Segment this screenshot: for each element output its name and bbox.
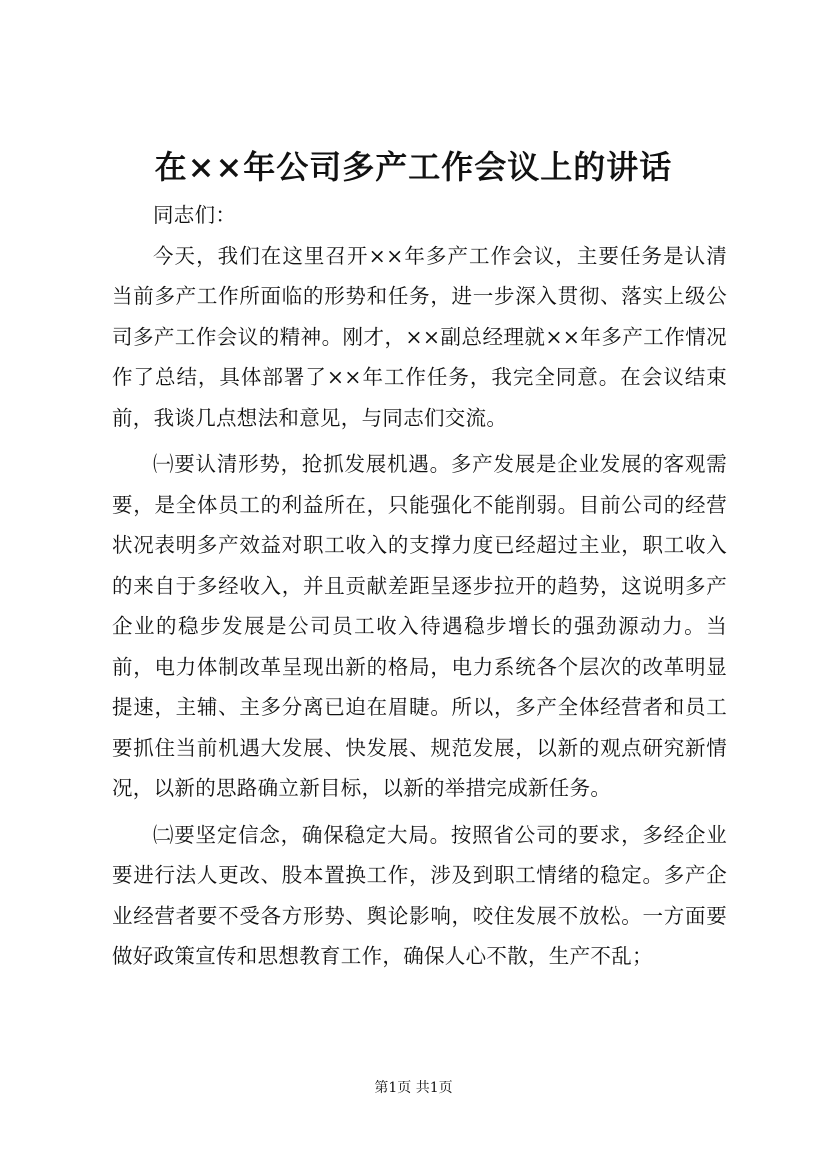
paragraph-point-2: ㈡要坚定信念，确保稳定大局。按照省公司的要求，多经企业要进行法人更改、股本置换工作，涉及到职工情绪的稳定。多产企业经营者要不受各方形势、舆论影响，咬住发展不放松。一方面要做好政策宣传和思想教育工作，确保人心不散，生产不乱；: [112, 822, 727, 968]
paragraph-intro: 今天，我们在这里召开××年多产工作会议，主要任务是认清当前多产工作所面临的形势和任务，进一步深入贯彻、落实上级公司多产工作会议的精神。刚才，××副总经理就××年多产工作情况作了总结，具体部署了××年工作任务，我完全同意。在会议结束前，我谈几点想法和意见，与同志们交流。: [112, 243, 727, 430]
paragraph-point-1: ㈠要认清形势，抢抓发展机遇。多产发展是企业发展的客观需要，是全体员工的利益所在，只能强化不能削弱。目前公司的经营状况表明多产效益对职工收入的支撑力度已经超过主业，职工收入的来自于多经收入，并且贡献差距呈逐步拉开的趋势，这说明多产企业的稳步发展是公司员工收入待遇稳步增长的强劲源动力。当前，电力体制改革呈现出新的格局，电力系统各个层次的改革明显提速，主辅、主多分离已迫在眉睫。所以，多产全体经营者和员工要抓住当前机遇大发展、快发展、规范发展，以新的观点研究新情况，以新的思路确立新目标，以新的举措完成新任务。: [112, 452, 727, 800]
document-body: [112, 195, 727, 977]
page-title: 在××年公司多产工作会议上的讲话: [154, 148, 673, 186]
greeting: 同志们：: [153, 203, 237, 227]
page-footer: 第1页 共1页: [374, 1080, 453, 1096]
